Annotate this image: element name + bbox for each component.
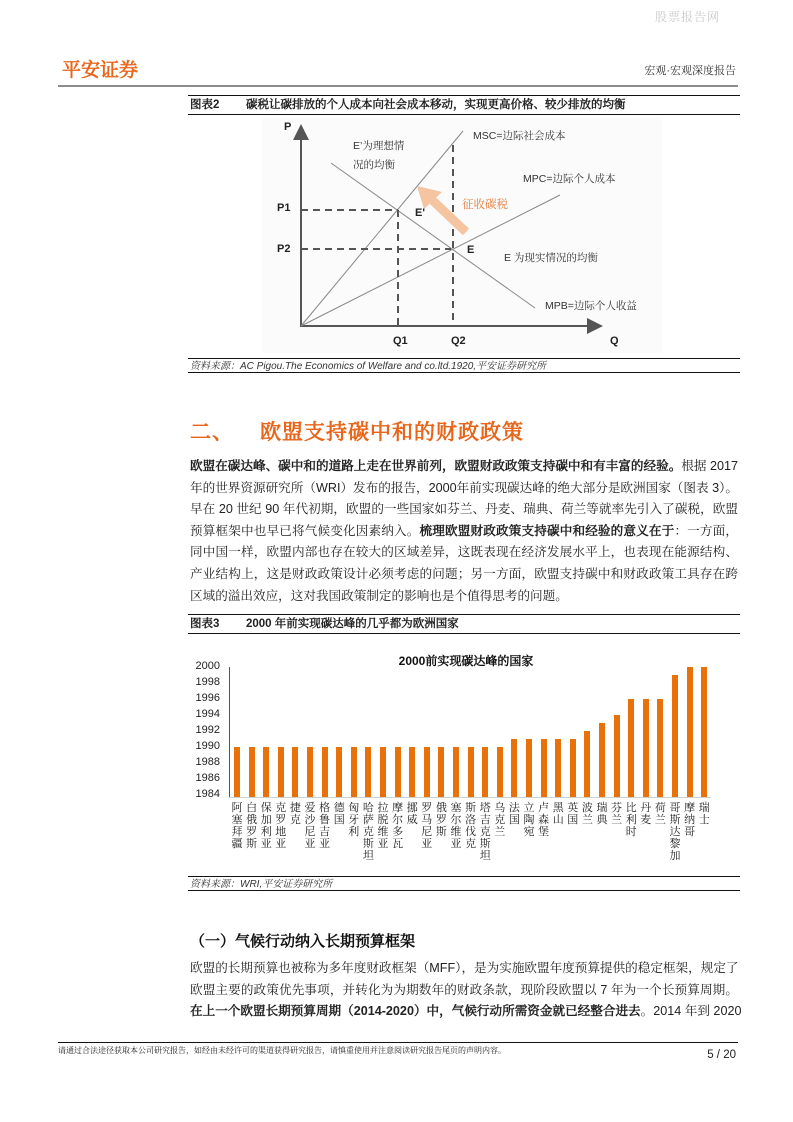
figure2-source: 资料来源：AC Pigou.The Economics of Welfare and co.ltd.1920,平安证券研究所: [188, 358, 740, 373]
text: 。2014 年到 2020: [640, 1004, 742, 1019]
bar: [292, 747, 298, 797]
bar: [395, 747, 401, 797]
bar: [249, 747, 255, 797]
x-tick-label: 瑞士: [698, 802, 710, 826]
x-tick-label: 芬兰: [611, 802, 623, 826]
bar: [511, 739, 517, 797]
p-axis-label: P: [284, 121, 292, 133]
bar: [628, 699, 634, 797]
bar: [701, 667, 707, 797]
bar: [307, 747, 313, 797]
x-tick-label: 英国: [567, 802, 579, 826]
section-title: 欧盟支持碳中和的财政政策: [260, 421, 524, 444]
paragraph-line: [190, 499, 738, 521]
mpb-line: [331, 163, 535, 308]
bold-text: 在上一个欧盟长期预算周期（2014-2020）中，气候行动所需资金就已经整合进去: [190, 1004, 641, 1019]
bar: [672, 675, 678, 797]
carbon-tax-label: 征收碳税: [462, 199, 508, 211]
y-tick-label: 1992: [195, 724, 220, 736]
bar: [497, 747, 503, 797]
paragraph-line: [190, 1001, 742, 1023]
bar: [365, 747, 371, 797]
bold-text: 梳理欧盟财政政策支持碳中和经验的意义在于: [419, 523, 675, 538]
x-tick-label: 拉脱维亚: [377, 802, 389, 850]
paragraph-line: [190, 456, 738, 478]
x-tick-label: 哈萨克斯坦: [362, 802, 374, 862]
x-tick-label: 瑞典: [596, 802, 608, 826]
text: ：一方面，: [674, 523, 739, 538]
msc-label: MSC=边际社会成本: [473, 130, 566, 142]
watermark: 股票报告网: [655, 10, 721, 24]
bar: [614, 715, 620, 797]
paragraph-line: [190, 586, 738, 608]
x-tick-label: 挪威: [406, 802, 418, 826]
report-category: 宏观·宏观深度报告: [644, 65, 736, 77]
bar: [380, 747, 386, 797]
text: 区域的溢出效应，这对我国政策制定的影响也是个值得思考的问题。: [190, 588, 568, 603]
x-tick-label: 比利时: [625, 802, 637, 838]
bar: [438, 747, 444, 797]
footer-disclaimer: 请通过合法途径获取本公司研究报告，如经由未经许可的渠道获得研究报告，请慎重使用并注意阅读研究报告尾页的声明内容。: [58, 1046, 506, 1055]
section-heading: [190, 416, 524, 446]
ideal-equilibrium-note-1: E’为理想情: [353, 140, 405, 152]
x-tick-label: 立陶宛: [523, 802, 535, 838]
company-logo: 平安证券: [62, 60, 139, 81]
x-tick-label: 摩纳哥: [684, 802, 696, 838]
x-tick-label: 罗马尼亚: [421, 802, 433, 850]
bar: [570, 739, 576, 797]
x-tick-label: 捷克: [289, 802, 301, 826]
y-tick-label: 1988: [195, 756, 220, 768]
text: 年的世界资源研究所（WRI）发布的报告，2000年前实现碳达峰的绝大部分是欧洲国家（图表 3）。: [190, 480, 738, 495]
text: 产业结构上，这是财政政策设计必须考虑的问题；另一方面，欧盟支持碳中和财政政策工具存在跨: [190, 566, 738, 581]
bar: [322, 747, 328, 797]
bar: [336, 747, 342, 797]
x-tick-label: 黑山: [552, 802, 564, 826]
e-label: E: [467, 244, 475, 256]
x-tick-label: 格鲁吉亚: [319, 802, 331, 850]
y-tick-label: 1996: [195, 692, 220, 704]
bar: [351, 747, 357, 797]
bar: [687, 667, 693, 797]
figure2-title: 碳税让碳排放的个人成本向社会成本移动，实现更高价格、较少排放的均衡: [246, 99, 626, 111]
bar: [482, 747, 488, 797]
y-tick-label: 1984: [195, 788, 220, 800]
x-tick-label: 摩尔多瓦: [392, 802, 404, 850]
actual-equilibrium-note: E 为现实情况的均衡: [504, 252, 598, 264]
figure3-number: 图表3: [190, 618, 220, 630]
x-tick-label: 斯洛伐克: [465, 802, 477, 850]
text: 预算框架中也早已将气候变化因素纳入。: [190, 523, 420, 538]
bar: [643, 699, 649, 797]
bar: [657, 699, 663, 797]
x-tick-label: 法国: [508, 802, 520, 826]
ideal-equilibrium-note-2: 况的均衡: [353, 159, 395, 171]
y-tick-label: 1994: [195, 708, 220, 720]
section-number: 二、: [190, 421, 234, 444]
text: 早在 20 世纪 90 年代初期，欧盟的一些国家如芬兰、丹麦、瑞典、荷兰等就率先引入了碳税，欧盟: [190, 502, 738, 517]
page-number: 5 / 20: [707, 1049, 736, 1061]
x-tick-label: 哥斯达黎加: [669, 802, 681, 862]
p1-label: P1: [277, 202, 291, 214]
subsection-paragraph: [190, 958, 742, 1023]
x-tick-label: 波兰: [581, 802, 593, 826]
y-tick-label: 1990: [195, 740, 220, 752]
x-tick-label: 乌克兰: [494, 802, 506, 838]
e-prime-label: E': [415, 207, 425, 219]
q-axis-label: Q: [610, 335, 619, 347]
bar: [263, 747, 269, 797]
figure2-number: 图表2: [190, 99, 220, 111]
y-axis: [229, 667, 230, 798]
bold-text: 欧盟在碳达峰、碳中和的道路上走在世界前列，欧盟财政政策支持碳中和有丰富的经验。: [190, 459, 682, 473]
bar: [468, 747, 474, 797]
paragraph-line: [190, 980, 738, 1002]
x-tick-label: 克罗地亚: [275, 802, 287, 850]
x-axis: [229, 797, 711, 798]
footer-divider: [58, 1042, 738, 1043]
bar: [234, 747, 240, 797]
chart-title: 2000前实现碳达峰的国家: [398, 654, 534, 668]
figure3-title-bar: [188, 614, 740, 634]
x-tick-label: 德国: [333, 802, 345, 826]
x-tick-label: 保加利亚: [260, 802, 272, 850]
bar: [453, 747, 459, 797]
bar: [409, 747, 415, 797]
mpc-label: MPC=边际个人成本: [523, 173, 616, 185]
paragraph-line: [190, 521, 738, 543]
bar: [541, 739, 547, 797]
x-tick-label: 塞尔维亚: [450, 802, 462, 850]
x-tick-label: 荷兰: [654, 802, 666, 826]
x-tick-label: 俄罗斯: [435, 802, 447, 838]
text: 根据 2017: [681, 459, 739, 473]
x-tick-label: 爱沙尼亚: [304, 802, 316, 850]
x-tick-label: 塔吉克斯坦: [479, 802, 491, 862]
paragraph-line: [190, 958, 738, 980]
paragraph-line: [190, 564, 738, 586]
q2-label: Q2: [451, 335, 466, 347]
figure3-title: 2000 年前实现碳达峰的几乎都为欧洲国家: [246, 618, 459, 630]
x-tick-label: 匈牙利: [348, 802, 360, 838]
text: 欧盟的长期预算也被称为多年度财政框架（MFF），是为实施欧盟年度预算提供的稳定框架，规定了: [190, 961, 739, 975]
bar: [424, 747, 430, 797]
bar: [526, 739, 532, 797]
bar: [278, 747, 284, 797]
mpb-label: MPB=边际个人收益: [545, 300, 637, 312]
bar: [555, 739, 561, 797]
bar: [599, 723, 605, 797]
bar: [584, 731, 590, 797]
x-tick-label: 白俄罗斯: [246, 802, 258, 850]
x-tick-label: 阿塞拜疆: [231, 802, 243, 850]
x-tick-label: 丹麦: [640, 802, 652, 826]
text: 欧盟主要的政策优先事项，并转化为为期数年的财政条款，现阶段欧盟以 7 年为一个长预算周期。: [190, 982, 738, 997]
figure3-source: 资料来源：WRI,平安证券研究所: [188, 876, 740, 891]
paragraph-line: [190, 478, 738, 500]
paragraph-line: [190, 542, 738, 564]
x-tick-label: 卢森堡: [538, 802, 550, 838]
section-paragraph: [190, 456, 738, 607]
text: 同中国一样，欧盟内部也存在较大的区域差异，这既表现在经济发展水平上，也表现在能源结构、: [190, 545, 738, 560]
y-tick-label: 2000: [195, 660, 220, 672]
subsection-heading: （一）气候行动纳入长期预算框架: [190, 933, 416, 950]
p2-label: P2: [277, 243, 291, 255]
y-tick-label: 1986: [195, 772, 220, 784]
q1-label: Q1: [393, 335, 408, 347]
y-tick-label: 1998: [195, 676, 220, 688]
